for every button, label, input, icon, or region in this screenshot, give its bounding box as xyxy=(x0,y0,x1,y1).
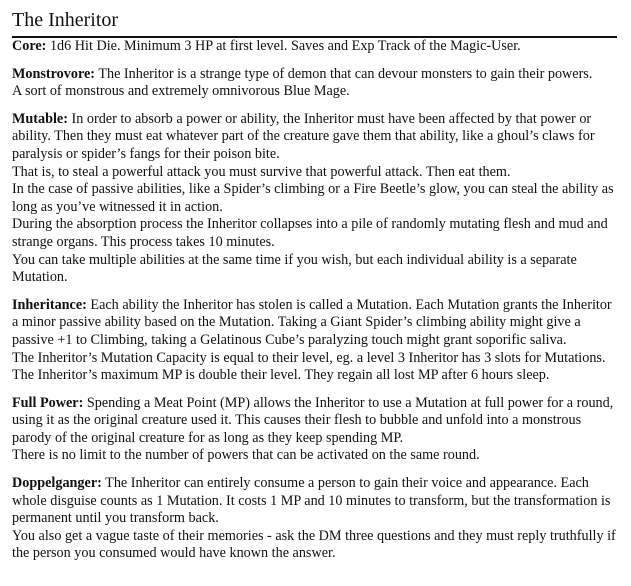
section-text: You can take multiple abilities at the same time if you wish, but each individual ability is a separate Mutation. xyxy=(12,251,577,286)
section-text: Each ability the Inheritor has stolen is called a Mutation. Each Mutation grants the Inheritor a minor passive ability based on the Mutation. Taking a Giant Spider’s climbing ability might give a passive +1 to Climbing, taking a Gelatinous Cube’s paralyzing touch might grant soporific saliva. xyxy=(12,296,612,348)
section-text: That is, to steal a powerful attack you must survive that powerful attack. Then eat them. xyxy=(12,163,511,180)
section-1 xyxy=(12,66,617,101)
section-label: Doppelganger: xyxy=(12,475,102,492)
section-text: There is no limit to the number of powers that can be activated on the same round. xyxy=(12,447,480,464)
section-text: In order to absorb a power or ability, the Inheritor must have been affected by that power or ability. Then they must eat whatever part of the creature gave them that ability, like a ghoul’s claws for paralysis or spider’s fangs for their poison bite. xyxy=(12,110,595,162)
section-4 xyxy=(12,395,617,465)
section-0 xyxy=(12,38,617,56)
section-3 xyxy=(12,297,617,385)
section-text: The Inheritor’s Mutation Capacity is equal to their level, eg. a level 3 Inheritor has 3 slots for Mutations. xyxy=(12,349,606,366)
section-text: The Inheritor’s maximum MP is double their level. They regain all lost MP after 6 hours sleep. xyxy=(12,367,550,384)
section-text: You also get a vague taste of their memories - ask the DM three questions and they must reply truthfully if the person you consumed would have known the answer. xyxy=(12,527,616,562)
section-label: Full Power: xyxy=(12,394,84,411)
section-label: Monstrovore: xyxy=(12,65,96,82)
section-label: Mutable: xyxy=(12,110,68,127)
section-text: The Inheritor is a strange type of demon that can devour monsters to gain their powers. xyxy=(98,65,593,82)
section-text: In the case of passive abilities, like a Spider’s climbing or a Fire Beetle’s glow, you can steal the ability as long as you’ve witnessed it in action. xyxy=(12,181,614,215)
section-text: Spending a Meat Point (MP) allows the Inheritor to use a Mutation at full power for a round, using it as the original creature used it. This causes their flesh to bubble and unfold into a monstrous parody of the original creature for as long as they keep spending MP. xyxy=(12,394,614,446)
section-text: The Inheritor can entirely consume a person to gain their voice and appearance. Each whole disguise counts as 1 Mutation. It costs 1 MP and 10 minutes to transform, but the transformation is permanent until you transform back. xyxy=(12,475,611,527)
section-5 xyxy=(12,475,617,563)
section-text: 1d6 Hit Die. Minimum 3 HP at first level. Saves and Exp Track of the Magic-User. xyxy=(49,38,521,54)
sections-container xyxy=(12,38,617,563)
section-label: Core: xyxy=(12,38,47,54)
page-title: The Inheritor xyxy=(12,8,617,38)
section-label: Inheritance: xyxy=(12,296,87,313)
section-2 xyxy=(12,111,617,287)
section-text: A sort of monstrous and extremely omnivorous Blue Mage. xyxy=(12,83,350,100)
section-text: During the absorption process the Inheritor collapses into a pile of randomly mutating flesh and mud and strange organs. This process takes 10 minutes. xyxy=(12,216,608,250)
